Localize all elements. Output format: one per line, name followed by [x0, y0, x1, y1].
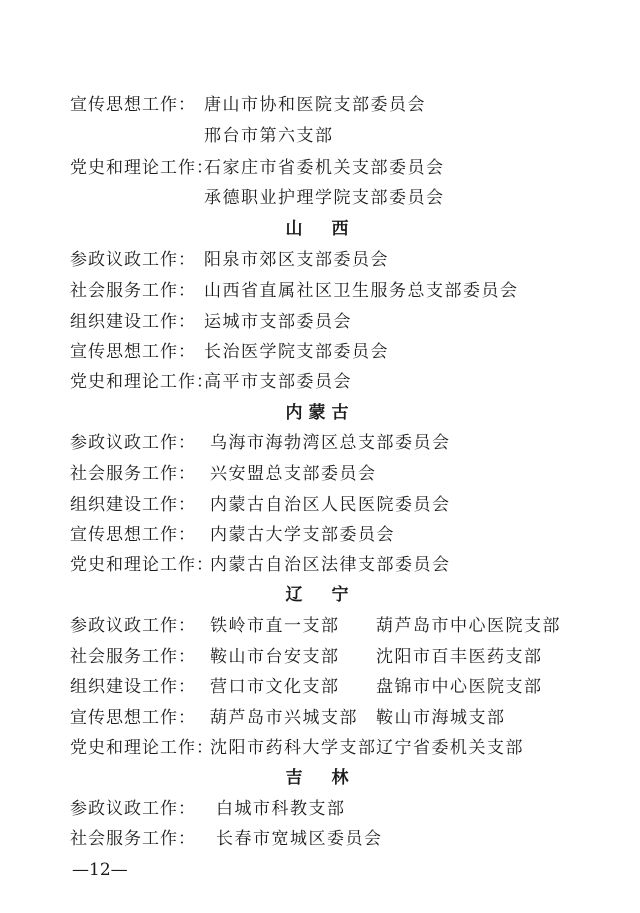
category-label: 党史和理论工作： [70, 158, 214, 178]
organization-name: 白城市科教支部 [216, 799, 346, 819]
category-label: 组织建设工作： [70, 312, 196, 332]
category-label: 组织建设工作： [70, 495, 196, 515]
organization-name: 承德职业护理学院支部委员会 [204, 188, 445, 208]
category-label: 参政议政工作： [70, 616, 196, 636]
category-label: 参政议政工作： [70, 799, 196, 819]
organization-name: 兴安盟总支部委员会 [210, 464, 377, 484]
category-label: 社会服务工作： [70, 647, 196, 667]
organization-name: 沈阳市百丰医药支部 [376, 647, 543, 667]
category-label: 参政议政工作： [70, 250, 196, 270]
organization-name: 高平市支部委员会 [204, 372, 352, 392]
page-number: —12— [72, 860, 128, 880]
province-heading: 吉 林 [285, 768, 355, 788]
organization-name: 运城市支部委员会 [204, 312, 352, 332]
category-label: 社会服务工作： [70, 829, 196, 849]
category-label: 宣传思想工作： [70, 95, 196, 115]
province-heading: 内蒙古 [285, 403, 355, 423]
organization-name: 石家庄市省委机关支部委员会 [204, 158, 445, 178]
organization-name: 鞍山市海城支部 [376, 708, 506, 728]
organization-name: 营口市文化支部 [210, 677, 340, 697]
organization-name: 盘锦市中心医院支部 [376, 677, 543, 697]
organization-name: 阳泉市郊区支部委员会 [204, 250, 389, 270]
organization-name: 铁岭市直一支部 [210, 616, 340, 636]
organization-name: 葫芦岛市兴城支部 [210, 708, 358, 728]
organization-name: 沈阳市药科大学支部 [210, 738, 377, 758]
category-label: 参政议政工作： [70, 433, 196, 453]
organization-name: 内蒙古大学支部委员会 [210, 525, 395, 545]
organization-name: 长治医学院支部委员会 [204, 342, 389, 362]
category-label: 党史和理论工作： [70, 738, 214, 758]
organization-name: 内蒙古自治区人民医院委员会 [210, 495, 451, 515]
category-label: 社会服务工作： [70, 464, 196, 484]
organization-name: 乌海市海勃湾区总支部委员会 [210, 433, 451, 453]
organization-name: 山西省直属社区卫生服务总支部委员会 [204, 281, 519, 301]
category-label: 党史和理论工作： [70, 555, 214, 575]
organization-name: 邢台市第六支部 [204, 126, 334, 146]
organization-name: 葫芦岛市中心医院支部 [376, 616, 561, 636]
category-label: 党史和理论工作： [70, 372, 214, 392]
province-heading: 山 西 [285, 219, 355, 239]
category-label: 宣传思想工作： [70, 342, 196, 362]
category-label: 组织建设工作： [70, 677, 196, 697]
category-label: 宣传思想工作： [70, 708, 196, 728]
organization-name: 辽宁省委机关支部 [376, 738, 524, 758]
category-label: 宣传思想工作： [70, 525, 196, 545]
category-label: 社会服务工作： [70, 281, 196, 301]
organization-name: 长春市宽城区委员会 [216, 829, 383, 849]
organization-name: 内蒙古自治区法律支部委员会 [210, 555, 451, 575]
province-heading: 辽 宁 [285, 585, 355, 605]
organization-name: 唐山市协和医院支部委员会 [204, 95, 426, 115]
organization-name: 鞍山市台安支部 [210, 647, 340, 667]
